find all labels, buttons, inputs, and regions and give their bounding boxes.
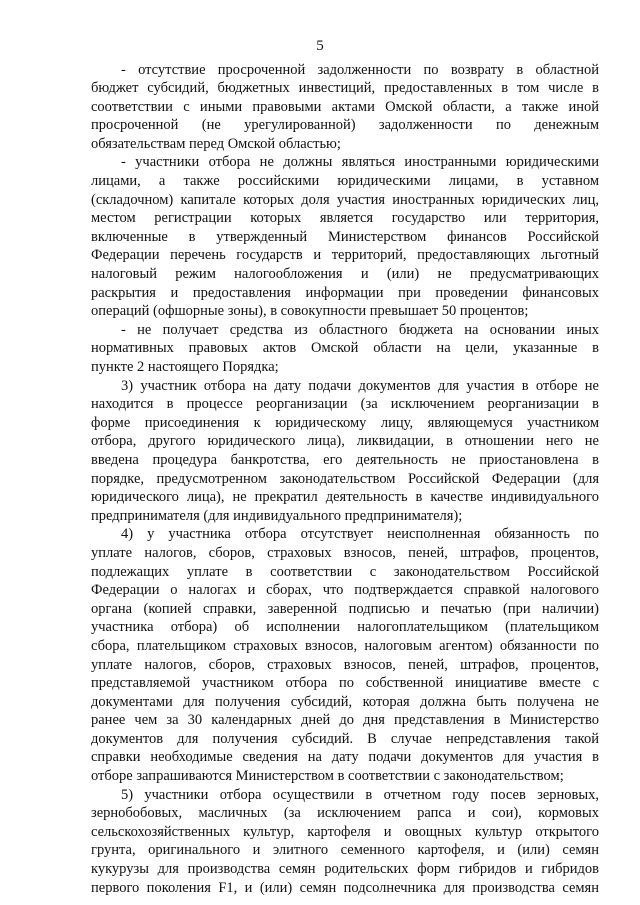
text-line: справки необходимые сведения на дату подачи документов для участия в	[91, 749, 599, 766]
text-line: - отсутствие просроченной задолженности по возврату в областной	[121, 61, 599, 78]
text-line: раскрытия и предоставления информации при проведении финансовых	[91, 284, 599, 301]
text-line: соответствии с иными правовыми актами Омской области, а также иной	[91, 98, 599, 115]
text-line: сбора, плательщиком страховых взносов, налоговым агентом) обязанности по	[91, 637, 599, 654]
text-line: кукурузы для производства семян родительских форм гибридов и гибридов	[91, 861, 599, 878]
text-line: Федерации перечень государств и территорий, предоставляющих льготный	[91, 247, 599, 264]
text-line: 3) участник отбора на дату подачи документов для участия в отборе не	[121, 377, 599, 394]
text-line: нормативных правовых актов Омской области на цели, указанные в	[91, 340, 599, 357]
page-number: 5	[316, 38, 324, 54]
text-line: обязательствам перед Омской областью;	[91, 135, 341, 152]
text-line: ранее чем за 30 календарных дней до дня представления в Министерство	[91, 712, 599, 729]
text-line: включенные в утвержденный Министерством финансов Российской	[91, 228, 599, 245]
text-line: пункте 2 настоящего Порядка;	[91, 359, 279, 375]
text-line: представляемой участником отбора по собственной инициативе вместе с	[91, 675, 599, 692]
text-line: форме присоединения к юридическому лицу, являющемуся участником	[91, 414, 599, 431]
text-line: (складочном) капитале которых доля участия иностранных юридических лиц,	[91, 191, 599, 208]
text-line: документами для получения субсидий, которая должна быть получена не	[91, 693, 599, 710]
text-line: введена процедура банкротства, его деятельность не приостановлена в	[91, 451, 599, 468]
text-line: - участники отбора не должны являться иностранными юридическими	[121, 154, 599, 171]
text-line: бюджет субсидий, бюджетных инвестиций, предоставленных в том числе в	[91, 80, 599, 97]
text-line: находится в процессе реорганизации (за исключением реорганизации в	[91, 396, 599, 413]
text-line: операций (офшорные зоны), в совокупности превышает 50 процентов;	[91, 303, 529, 320]
document-body	[91, 61, 599, 898]
text-line: уплате налогов, сборов, страховых взносов, пеней, штрафов, процентов,	[91, 544, 599, 561]
text-line: уплате налогов, сборов, страховых взносов, пеней, штрафов, процентов,	[91, 656, 599, 673]
text-line: документов для получения субсидий. В случае непредставления такой	[91, 730, 599, 747]
text-line: Федерации о налогах и сборах, что подтверждается справкой налогового	[91, 582, 599, 599]
text-line: отборе запрашиваются Министерством в соответствии с законодательством;	[91, 768, 564, 785]
text-line: юридического лица), не прекратил деятельность в качестве индивидуального	[91, 489, 599, 506]
text-line: лицами, а также российскими юридическими лицами, в уставном	[91, 173, 599, 190]
text-line: участника отбора) об исполнении налогоплательщиком (плательщиком	[91, 619, 599, 636]
text-line: сельскохозяйственных культур, картофеля и овощных культур открытого	[91, 823, 599, 840]
text-line: просроченной (не урегулированной) задолженности по денежным	[91, 117, 599, 134]
text-line: - не получает средства из областного бюджета на основании иных	[121, 321, 599, 338]
text-line: подлежащих уплате в соответствии с законодательством Российской	[91, 563, 599, 580]
text-line: местом регистрации которых является государство или территория,	[91, 210, 599, 227]
text-line: отбора, другого юридического лица), ликвидации, в отношении него не	[91, 433, 599, 450]
text-line: 4) у участника отбора отсутствует неисполненная обязанность по	[121, 526, 599, 543]
text-line: органа (копией справки, заверенной подписью и печатью (при наличии)	[91, 600, 599, 617]
text-line: предпринимателя (для индивидуального предпринимателя);	[91, 507, 463, 524]
text-line: порядке, предусмотренном законодательством Российской Федерации (для	[91, 470, 599, 487]
text-line: налоговый режим налогообложения и (или) не предусматривающих	[91, 266, 599, 283]
text-line: первого поколения F1, и (или) семян подсолнечника для производства семян	[91, 879, 599, 896]
text-line: зернобобовых, масличных (за исключением рапса и сои), кормовых	[91, 805, 599, 822]
text-line: грунта, оригинального и элитного семенного картофеля, и (или) семян	[91, 842, 599, 859]
text-line: 5) участники отбора осуществили в отчетном году посев зерновых,	[121, 786, 599, 803]
